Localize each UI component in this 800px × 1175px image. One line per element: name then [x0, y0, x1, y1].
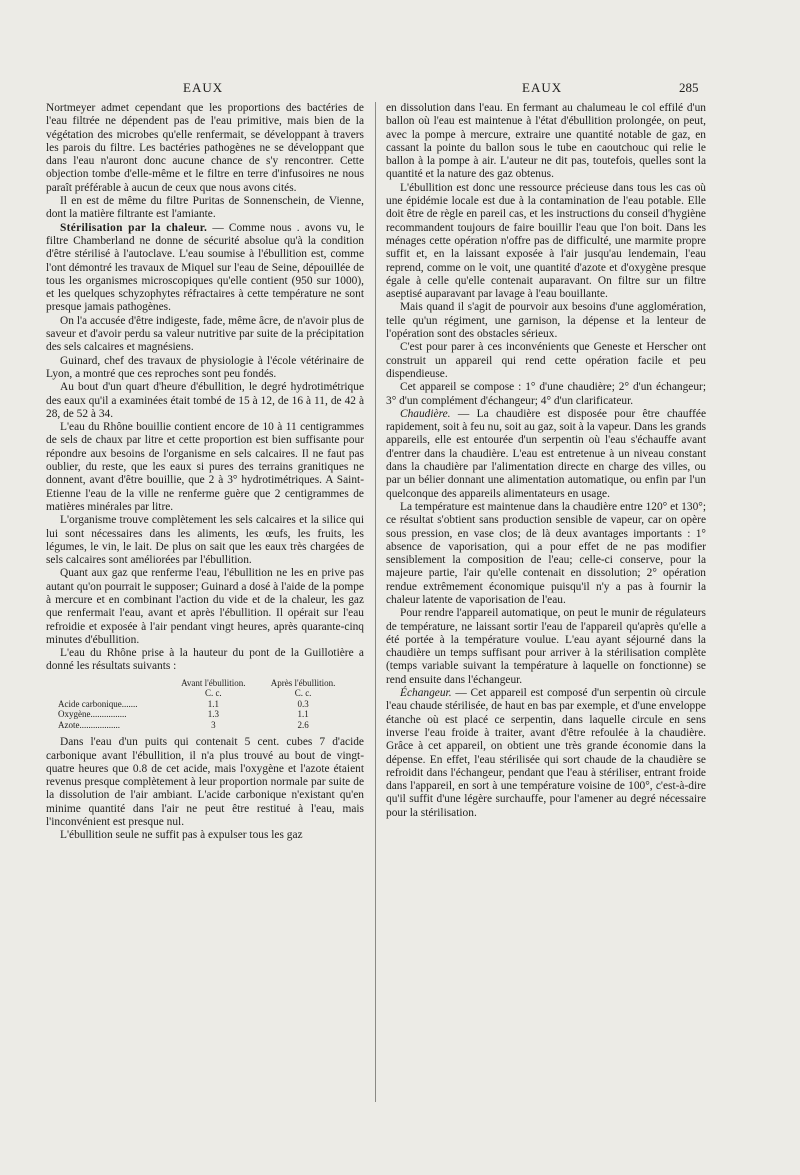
section-heading-echangeur: Échangeur.: [400, 687, 452, 700]
running-head-left: EAUX: [183, 80, 224, 95]
table-header: Après l'ébullition.: [270, 677, 336, 688]
paragraph: L'organisme trouve complètement les sels calcaires et la silice qui lui sont nécessaires dans les aliments, les œufs, les fruits, les légumes, le vin, le lait. De plus on sait que les eaux très chargées de sels calcaires sont améliorées par l'ébullition.: [46, 514, 364, 567]
right-column: [386, 102, 706, 820]
paragraph: Dans l'eau d'un puits qui contenait 5 cent. cubes 7 d'acide carbonique avant l'ébullition, il n'a plus trouvé au bout de vingt-quatre heures que 0.8 de cet acide, mais l'oxygène et l'azote étaient revenus presque complètement à leur proportion normale par suite de la dissolution de l'air ambiant. L'acide carbonique n'existant qu'en minime quantité dans l'air ne peut être restitué à l'eau, mais l'inconvénient est presque nul.: [46, 736, 364, 829]
page-number: 285: [679, 80, 699, 95]
paragraph: On l'a accusée d'être indigeste, fade, même âcre, de n'avoir plus de saveur et d'avoir perdu sa valeur nutritive par suite de la précipitation des sels calcaires et magnésiens.: [46, 314, 364, 354]
table-unit: C. c.: [204, 688, 222, 699]
table-cell: 0.3: [297, 698, 309, 709]
paragraph: Nortmeyer admet cependant que les proportions des bactéries de l'eau filtrée ne dépendent pas de l'eau primitive, mais bien de la végétation des microbes qu'elle renfermait, se développant à travers les parois du filtre. Les bactéries pathogènes ne se développant que dans l'eau n'auront donc aucune chance de s'y rencontrer. Cette objection tombe d'elle-même et le filtre en terre d'infusoires ne nous paraît préférable à aucun de ceux que nous avons cités.: [46, 102, 364, 194]
table-header: [58, 678, 169, 689]
paragraph: [386, 687, 706, 820]
table-cell: 3: [211, 719, 216, 730]
paragraph: [46, 222, 364, 315]
running-head-right: EAUX: [522, 80, 563, 95]
section-heading-chaudiere: Chaudière.: [400, 407, 451, 420]
table-row: [58, 709, 348, 720]
section-heading-sterilisation: Stérilisation par la chaleur.: [60, 221, 208, 234]
paragraph: L'ébullition est donc une ressource précieuse dans tous les cas où une épidémie locale est due à la contamination de l'eau potable. Elle doit être de règle en pareil cas, et les instructions du conseil d'hygiène recommandent toujours de faire bouillir l'eau que l'on boit. Dans les ménages cette opération n'offre pas de difficulté, une marmite propre suffit et, en la laissant exposée à l'air jusqu'au lendemain, l'eau reprend, comme on le voit, une quantité d'azote et d'oxygène presque égale à celle qu'elle contenait auparavant. On filtre sur un filtre aseptisé auparavant par lavage à l'eau bouillante.: [386, 181, 706, 301]
paragraph: L'eau du Rhône prise à la hauteur du pont de la Guillotière a donné les résultats suivants :: [46, 647, 364, 673]
column-divider: [375, 102, 376, 1102]
table-header: Avant l'ébullition.: [181, 677, 246, 688]
paragraph: Pour rendre l'appareil automatique, on peut le munir de régulateurs de température, ne laissant sortir l'eau de l'appareil qu'après qu'elle a été portée à la température voulue. L'eau ayant séjourné dans la chaudière un temps suffisant pour arriver à la stérilisation complète (temps variable suivant la température à laquelle on fonctionne) se rend ensuite dans l'échangeur.: [386, 607, 706, 686]
paragraph-text: — Comme nous . avons vu, le filtre Chamberland ne donne de sécurité absolue qu'à la condition d'être stérilisé à l'autoclave. L'eau soumise à l'ébullition est, comme l'ont démontré les travaux de Miquel sur l'eau de Seine, dépouillée de tous les organismes microscopiques qu'elle contient (950 sur 1000), et les quelques schyzophytes réfractaires à cette température ne sont presque jamais pathogènes.: [46, 221, 364, 314]
paragraph: Cet appareil se compose : 1° d'une chaudière; 2° d'un échangeur; 3° d'un complément d'échangeur; 4° d'un clarificateur.: [386, 381, 706, 407]
table-cell: 2.6: [297, 719, 309, 730]
table-cell: 1.3: [207, 709, 219, 720]
table-unit: C. c.: [294, 688, 312, 699]
table-row: [58, 699, 348, 710]
table-row: [58, 720, 348, 731]
paragraph: Au bout d'un quart d'heure d'ébullition, le degré hydrotimétrique des eaux qu'il a examinées était tombé de 15 à 12, de 16 à 11, de 42 à 28, de 52 à 34.: [46, 381, 364, 420]
left-column: [46, 102, 364, 843]
paragraph-text: — Cet appareil est composé d'un serpentin où circule l'eau chaude stérilisée, de haut en bas par exemple, et d'une enveloppe étanche où est placé ce serpentin, dans laquelle circule en sens inverse l'eau froide à traiter, avant d'être refoulée à la chaudière. Grâce à cet appareil, on obtient une très grande économie dans la dépense. En effet, l'eau stérilisée qui sort chaude de la chaudière se refroidit dans l'échangeur, pendant que l'eau à stériliser, entrant froide dans l'appareil, en sort à une température voisine de 100°, c'est-à-dire qu'il suffit d'une légère surchauffe, pour l'amener au degré nécessaire pour la stérilisation.: [386, 687, 706, 819]
table-row-label: Acide carbonique.......: [58, 698, 138, 709]
paragraph: Il en est de même du filtre Puritas de Sonnenschein, de Vienne, dont la matière filtrante est l'amiante.: [46, 195, 364, 221]
paragraph: L'ébullition seule ne suffit pas à expulser tous les gaz: [60, 829, 303, 842]
paragraph: [386, 408, 706, 501]
gas-results-table: [58, 678, 348, 731]
paragraph: Mais quand il s'agit de pourvoir aux besoins d'une agglomération, telle qu'un régiment, une garnison, la dépense et la lenteur de l'opération sont des obstacles sérieux.: [386, 301, 706, 341]
paragraph: La température est maintenue dans la chaudière entre 120° et 130°; ce résultat s'obtient sans production sensible de vapeur, car on opère sous pression, en vase clos; de là deux avantages importants : 1° absence de vaporisation, qui a pour effet de ne pas modifier sensiblement la composition de l'eau; celle-ci conserve, pour la majeure partie, l'air qu'elle contenait en dissolution; 2° opération rendue extrêmement économique puisqu'il n'y a pas à fournir la chaleur latente de vaporisation de l'eau.: [386, 500, 706, 606]
paragraph: Guinard, chef des travaux de physiologie à l'école vétérinaire de Lyon, a montré que ces reproches sont peu fondés.: [46, 354, 364, 380]
table-unit: [58, 688, 169, 699]
table-cell: 1.1: [207, 698, 219, 709]
paragraph: L'eau du Rhône bouillie contient encore de 10 à 11 centigrammes de sels de chaux par litre et cette proportion est bien suffisante pour répondre aux besoins de l'organisme en sels calcaires. Il ne faut pas oublier, du reste, que les eaux si pures des terrains granitiques ne donnent, avant d'être bouillie, que 2 à 3° hydrotimétriques. A Saint-Etienne l'eau de la ville ne renferme guère que 2 centigrammes de matières minérales par litre.: [46, 421, 364, 513]
paragraph: C'est pour parer à ces inconvénients que Geneste et Herscher ont construit un appareil qui rend cette opération facile et peu dispendieuse.: [386, 341, 706, 380]
paragraph: Quant aux gaz que renferme l'eau, l'ébullition ne les en prive pas autant qu'on pourrait le supposer; Guinard a dosé à l'aide de la pompe à mercure et en combinant l'action du vide et de la chaleur, les gaz que renfermait l'eau, avant et après l'ébullition. Il opérait sur l'eau refroidie et exposée à l'air pendant vingt heures, après quarante-cinq minutes d'ébullition.: [46, 567, 364, 646]
table-cell: 1.1: [297, 709, 309, 720]
paragraph-text: — La chaudière est disposée pour être chauffée rapidement, soit à feu nu, soit au gaz, soit à la vapeur. Dans les grands appareils, elle est entourée d'un serpentin où l'eau s'échauffe avant d'entrer dans la chaudière. L'eau est entretenue à un niveau constant dans la chaudière par l'alimentation directe en charge des villes, ou par un bélier donnant une alimentation automatique, ou enfin par l'un quelconque des appareils alimentateurs en usage.: [386, 407, 706, 500]
paragraph: en dissolution dans l'eau. En fermant au chalumeau le col effilé d'un ballon où l'eau est maintenue à l'état d'ébullition prolongée, on peut, avec la pompe à mercure, extraire une quantité notable de gaz, en cassant la pointe du ballon sous le tube en caoutchouc qui relie le ballon à la pompe à air. L'auteur ne dit pas, toutefois, quelles sont la quantité et la nature des gaz obtenus.: [386, 102, 706, 181]
table-row-label: Azote..................: [58, 719, 120, 730]
table-row-label: Oxygène................: [58, 709, 127, 720]
